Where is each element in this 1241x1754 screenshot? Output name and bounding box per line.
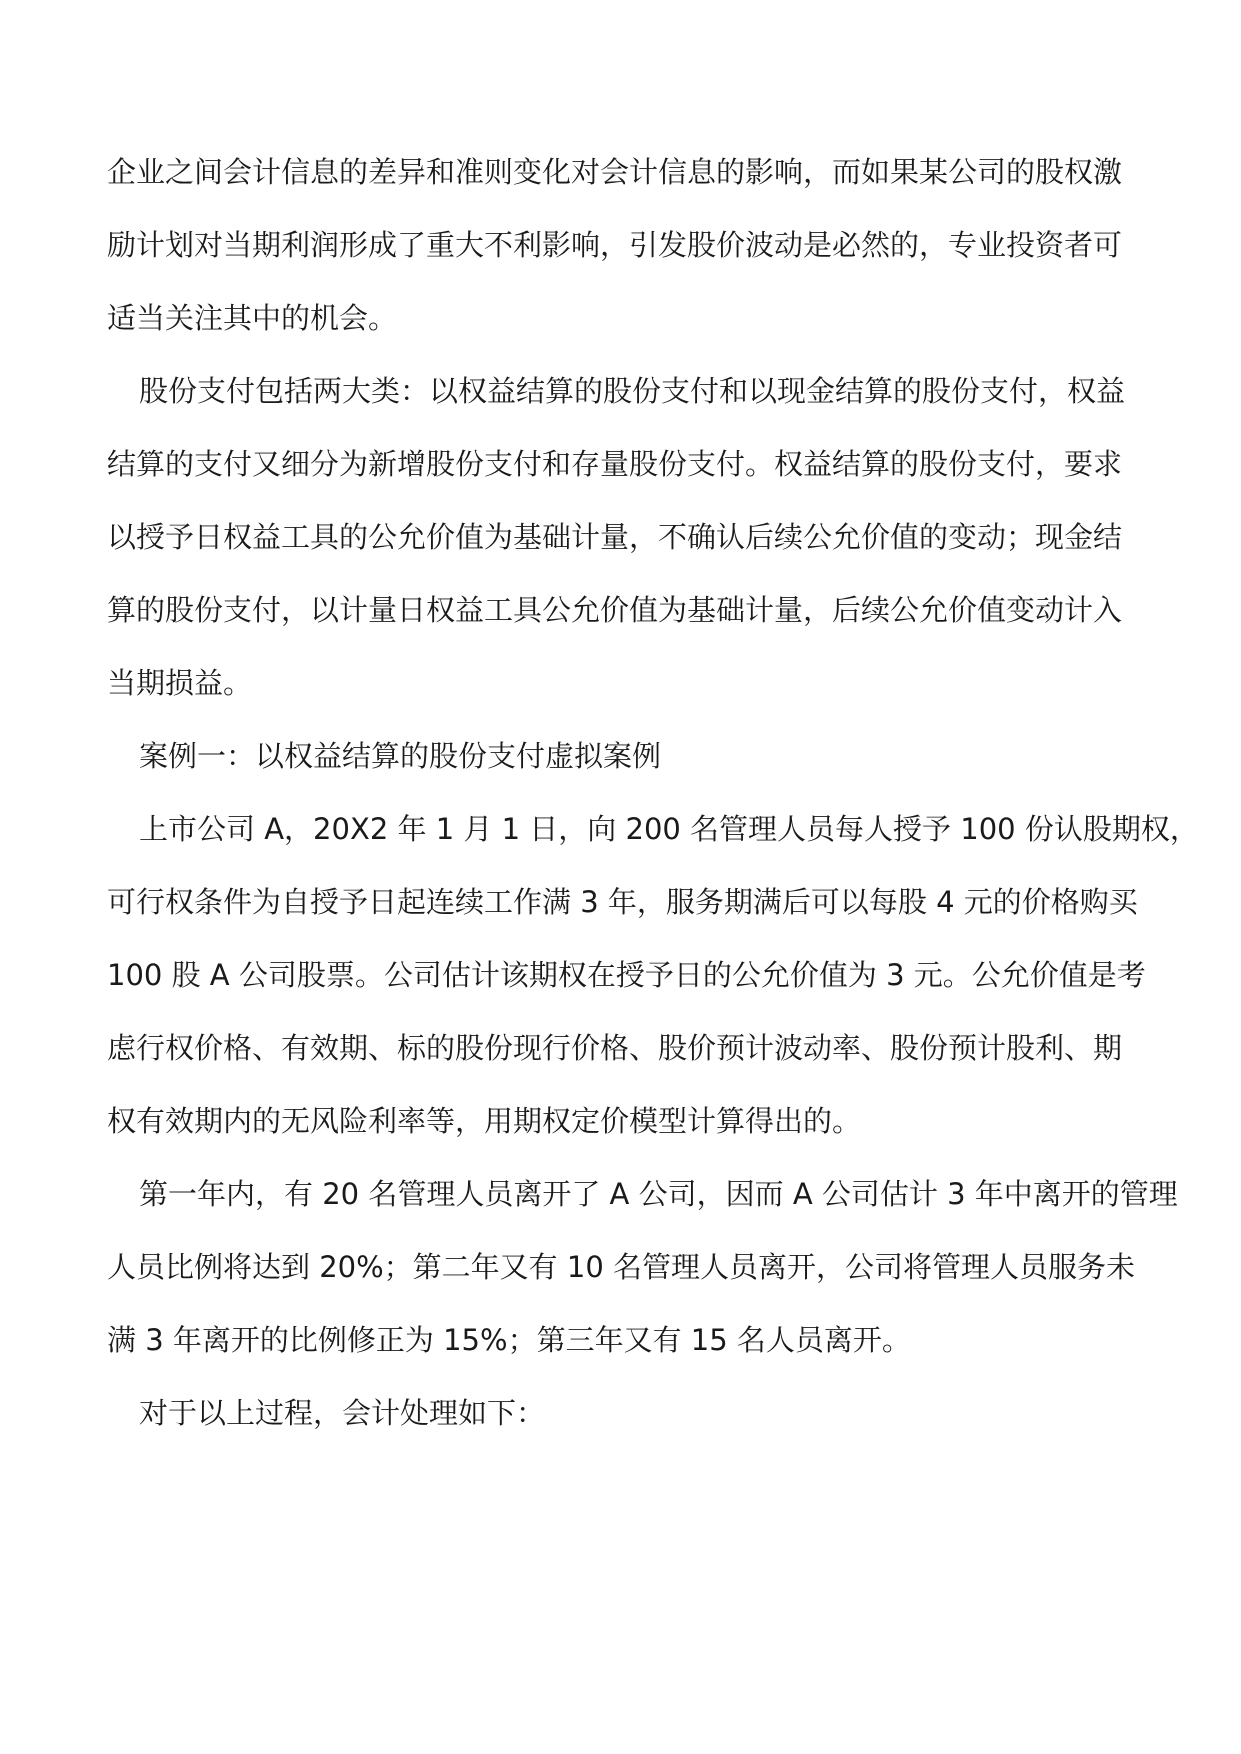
text-line: 企业之间会计信息的差异和准则变化对会计信息的影响，而如果某公司的股权激 bbox=[107, 155, 1123, 189]
text-line: 以授予日权益工具的公允价值为基础计量，不确认后续公允价值的变动；现金结 bbox=[107, 520, 1123, 554]
paragraph-start-line: 第一年内，有 20 名管理人员离开了 A 公司，因而 A 公司估计 3 年中离开的管理 bbox=[139, 1177, 1178, 1211]
text-line: 100 股 A 公司股票。公司估计该期权在授予日的公允价值为 3 元。公允价值是考 bbox=[107, 958, 1146, 992]
paragraph-start-line: 上市公司 A，20X2 年 1 月 1 日，向 200 名管理人员每人授予 100 份认股期权， bbox=[139, 812, 1199, 846]
text-line: 励计划对当期利润形成了重大不利影响，引发股价波动是必然的，专业投资者可 bbox=[107, 228, 1123, 262]
text-line: 结算的支付又细分为新增股份支付和存量股份支付。权益结算的股份支付，要求 bbox=[107, 447, 1123, 481]
paragraph-start-line: 对于以上过程，会计处理如下： bbox=[139, 1396, 546, 1430]
text-line: 虑行权价格、有效期、标的股份现行价格、股价预计波动率、股份预计股利、期 bbox=[107, 1031, 1123, 1065]
text-line: 当期损益。 bbox=[107, 666, 253, 700]
text-line: 算的股份支付，以计量日权益工具公允价值为基础计量，后续公允价值变动计入 bbox=[107, 593, 1123, 627]
text-line: 可行权条件为自授予日起连续工作满 3 年，服务期满后可以每股 4 元的价格购买 bbox=[107, 885, 1138, 919]
case-heading: 案例一：以权益结算的股份支付虚拟案例 bbox=[139, 739, 662, 773]
text-line: 满 3 年离开的比例修正为 15%；第三年又有 15 名人员离开。 bbox=[107, 1323, 911, 1357]
paragraph-start-line: 股份支付包括两大类：以权益结算的股份支付和以现金结算的股份支付，权益 bbox=[139, 374, 1126, 408]
text-line: 人员比例将达到 20%；第二年又有 10 名管理人员离开，公司将管理人员服务未 bbox=[107, 1250, 1136, 1284]
text-line: 权有效期内的无风险利率等，用期权定价模型计算得出的。 bbox=[107, 1104, 862, 1138]
text-line: 适当关注其中的机会。 bbox=[107, 301, 398, 335]
